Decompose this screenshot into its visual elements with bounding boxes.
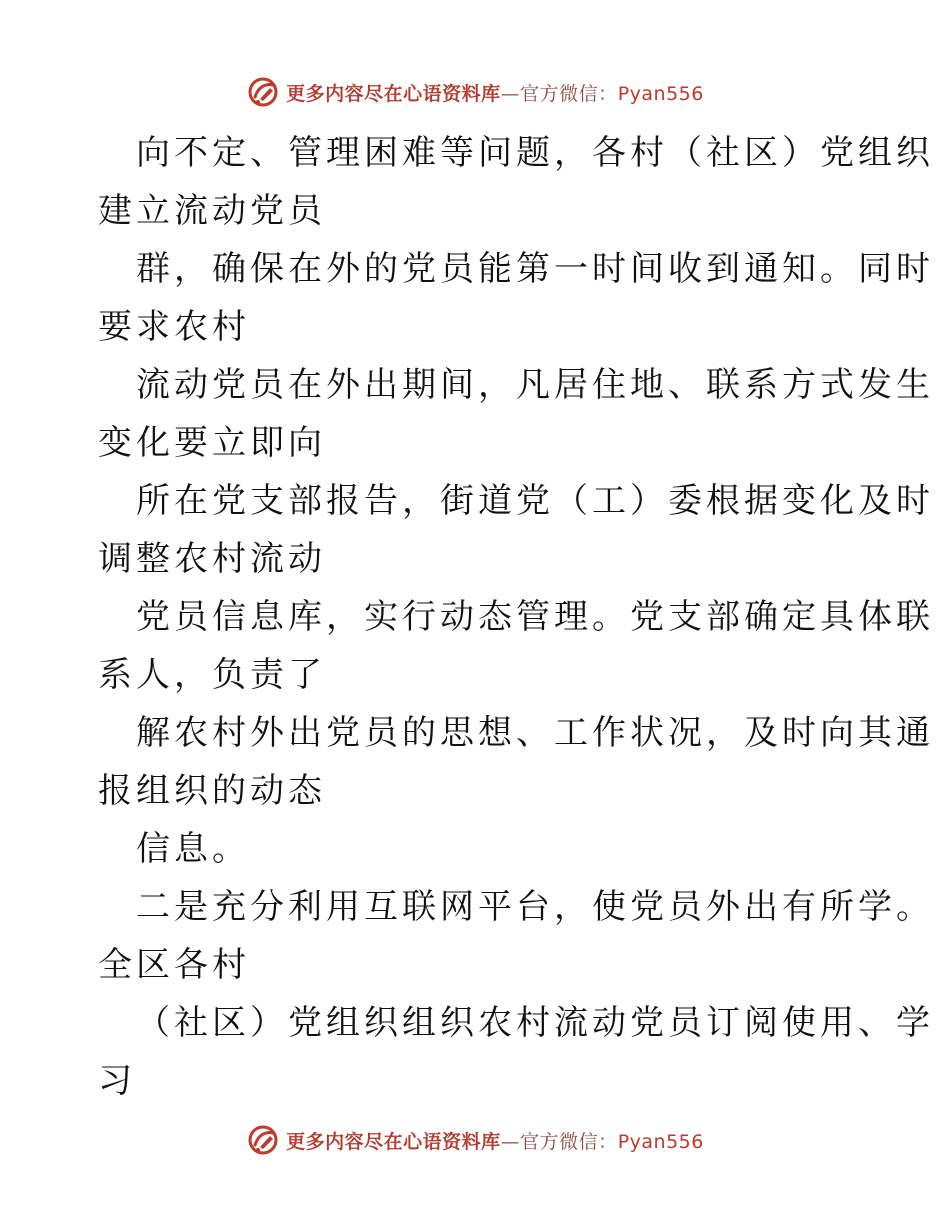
text-line: 二是充分利用互联网平台，使党员外出有所学。: [136, 887, 934, 927]
banner-contact-label: 官方微信：: [520, 82, 618, 105]
text-line: 建立流动党员: [98, 191, 326, 231]
footer-banner: [0, 1120, 950, 1160]
document-body: [98, 124, 934, 1110]
text-line: 党员信息库，实行动态管理。党支部确定具体联: [136, 597, 934, 637]
brand-logo-icon: [246, 75, 280, 109]
banner-main-text: 更多内容尽在心语资料库: [286, 82, 501, 105]
banner-contact-label: 官方微信：: [520, 1130, 618, 1153]
text-line: 流动党员在外出期间，凡居住地、联系方式发生: [136, 365, 934, 405]
banner-slogan: [286, 1127, 704, 1154]
text-line: 变化要立即向: [98, 423, 326, 463]
brand-logo-icon: [246, 1123, 280, 1157]
banner-separator: —: [500, 82, 521, 105]
text-line: 系人，负责了: [98, 655, 326, 695]
banner-main-text: 更多内容尽在心语资料库: [286, 1130, 501, 1153]
text-line: 全区各村: [98, 945, 250, 985]
banner-wechat-id: Pyan556: [617, 82, 704, 105]
text-line: 调整农村流动: [98, 539, 326, 579]
banner-separator: —: [500, 1130, 521, 1153]
text-line: 解农村外出党员的思想、工作状况，及时向其通: [136, 713, 934, 753]
text-line: 要求农村: [98, 307, 250, 347]
text-line: 信息。: [136, 829, 250, 869]
text-line: 报组织的动态: [98, 771, 326, 811]
text-line: （社区）党组织组织农村流动党员订阅使用、学: [136, 1003, 934, 1043]
text-line: 所在党支部报告，街道党（工）委根据变化及时: [136, 481, 934, 521]
header-banner: [0, 72, 950, 112]
banner-wechat-id: Pyan556: [617, 1130, 704, 1153]
text-line: 向不定、管理困难等问题，各村（社区）党组织: [136, 133, 934, 173]
banner-slogan: [286, 79, 704, 106]
text-line: 习: [98, 1061, 136, 1101]
text-line: 群，确保在外的党员能第一时间收到通知。同时: [136, 249, 934, 289]
